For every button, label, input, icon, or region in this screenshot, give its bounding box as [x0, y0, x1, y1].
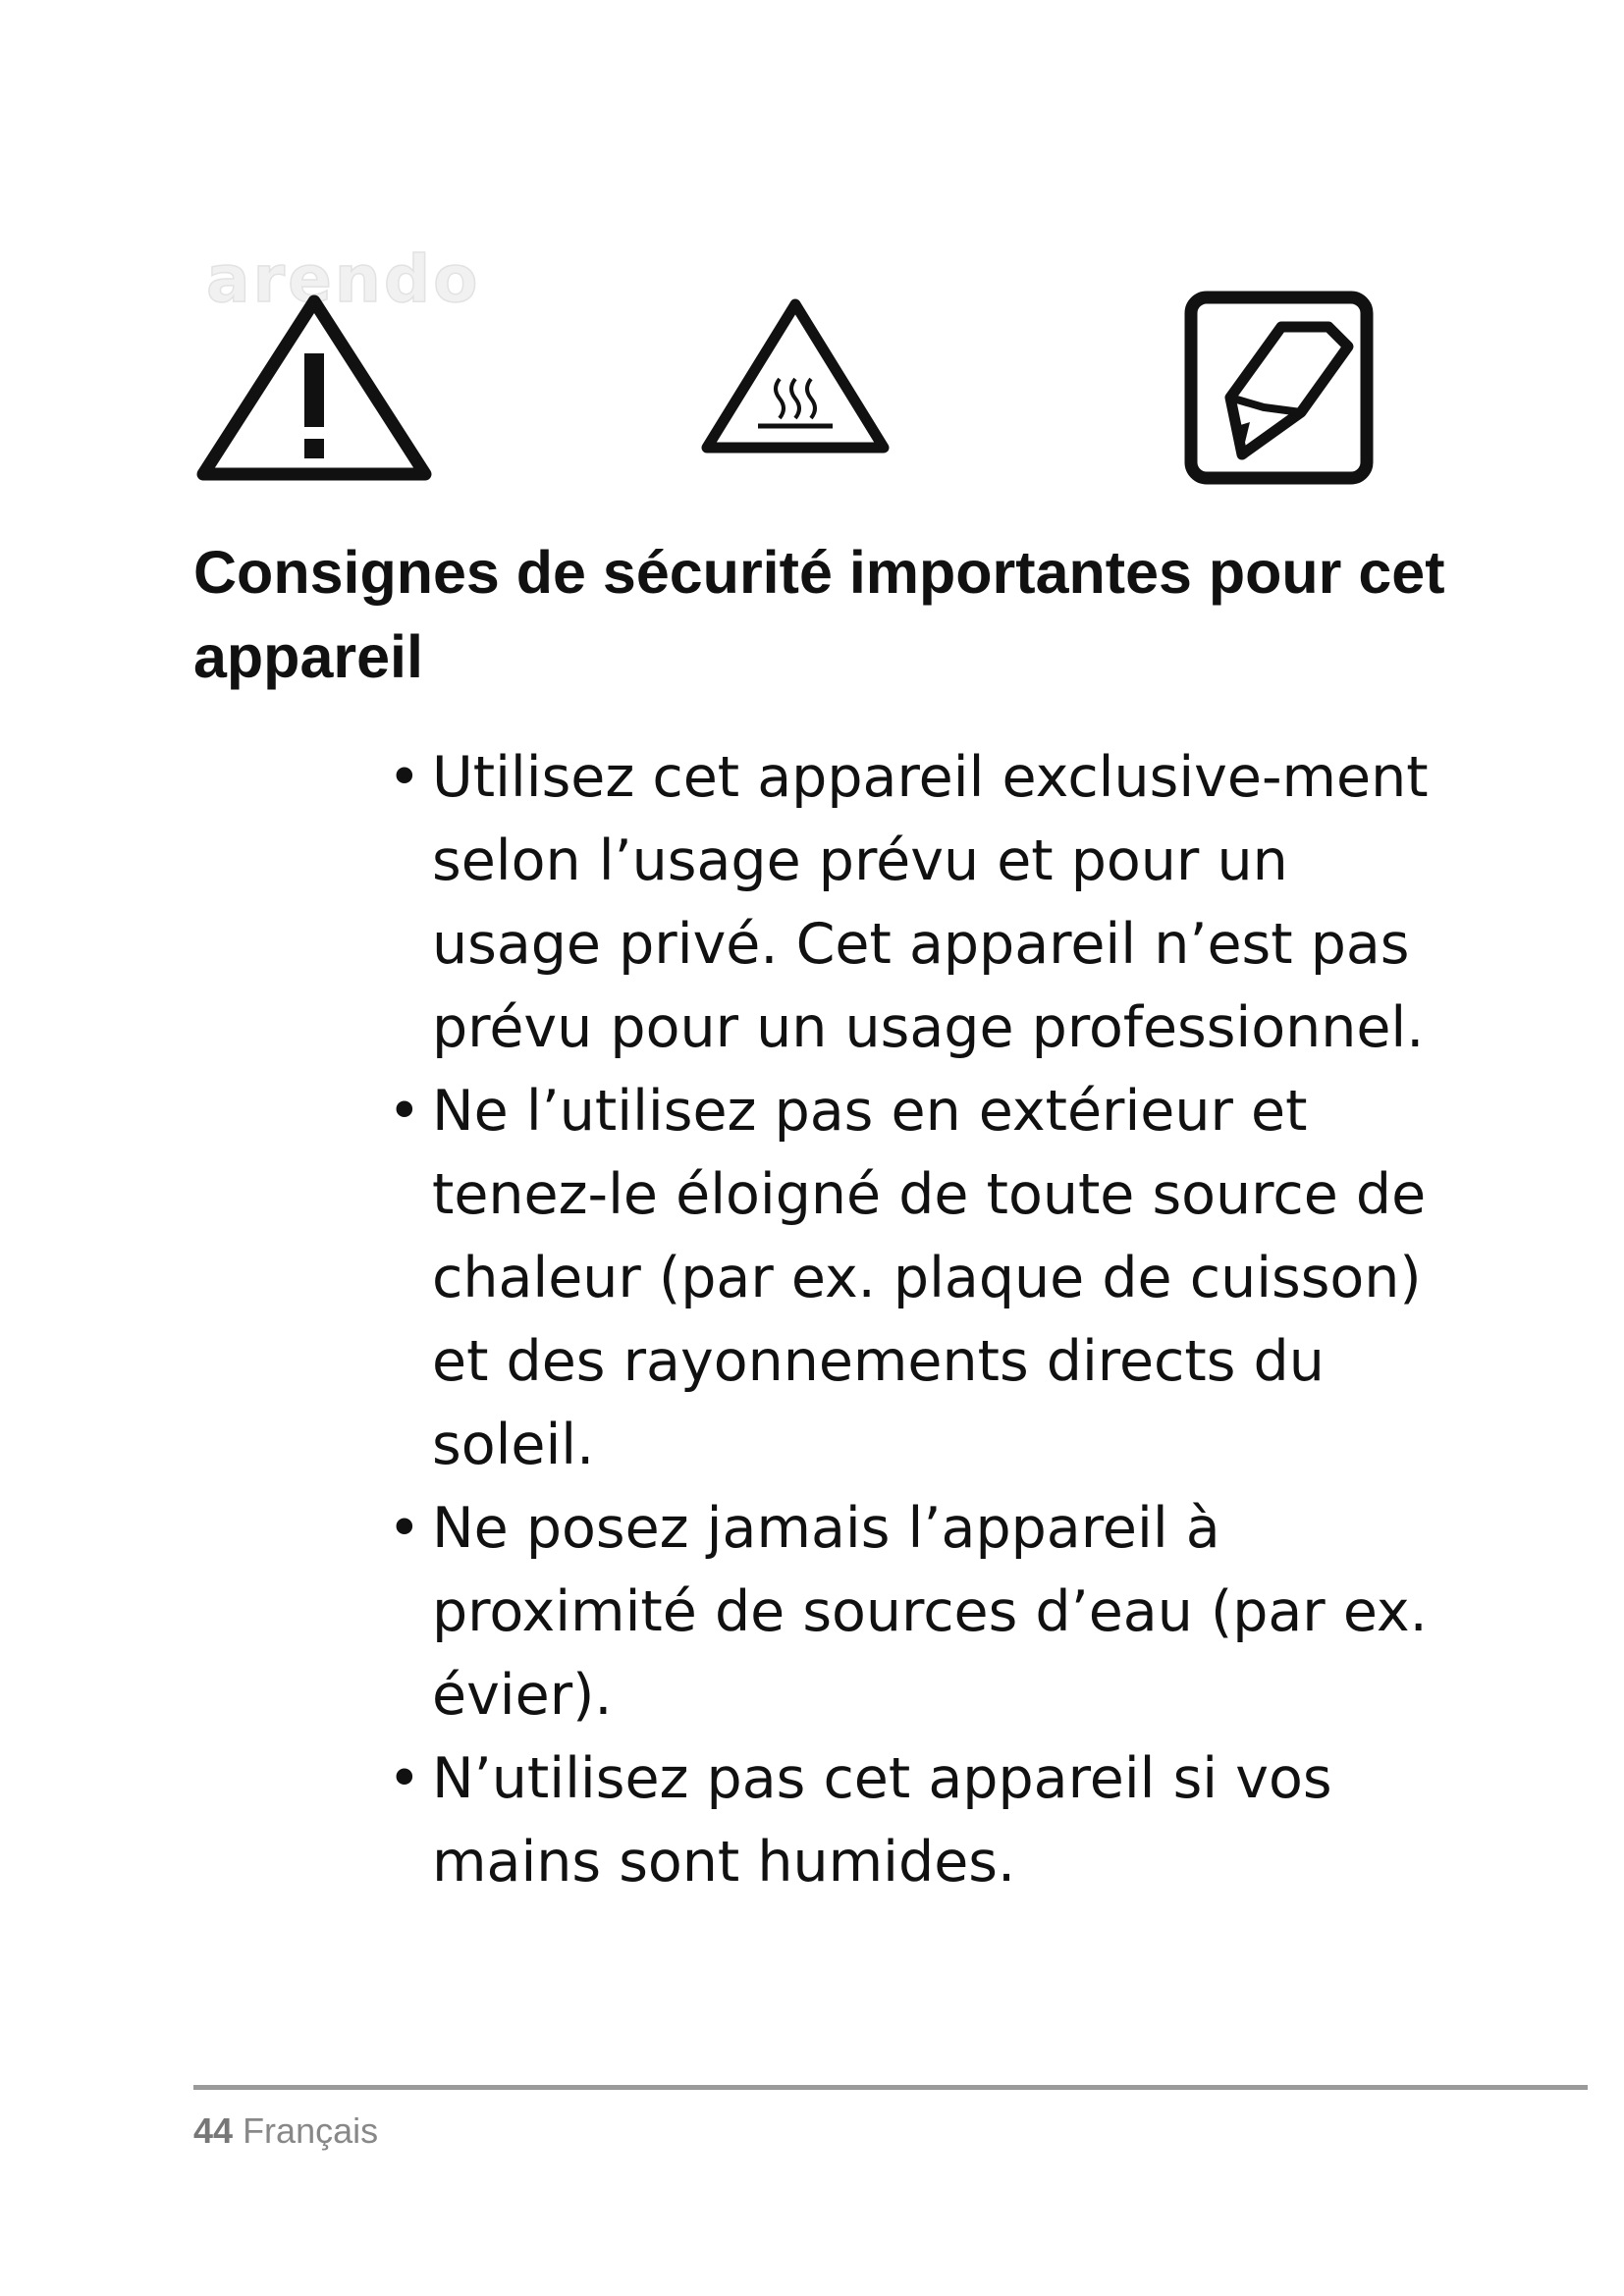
list-item-text: Utilisez cet appareil exclusive-ment selon l’usage prévu et pour un usage privé. Cet appareil n’est pas prévu pour un usage professionnel.	[432, 745, 1429, 1060]
list-item	[388, 736, 1458, 1070]
list-item	[388, 1487, 1458, 1737]
list-item-text: Ne l’utilisez pas en extérieur et tenez-le éloigné de toute source de chaleur (par ex. plaque de cuisson) et des rayonnements directs du soleil.	[432, 1079, 1427, 1477]
footer-language: Français	[243, 2110, 379, 2151]
page-number: 44	[193, 2110, 234, 2151]
section-heading: Consignes de sécurité importantes pour cet appareil	[193, 539, 1445, 690]
list-item	[388, 1070, 1458, 1487]
bullet-marker: •	[388, 1746, 421, 1811]
hot-surface-icon	[697, 293, 893, 459]
footer-divider	[193, 2085, 1588, 2090]
list-item	[388, 1737, 1458, 1904]
safety-instructions-list	[388, 736, 1458, 1904]
list-item-text: N’utilisez pas cet appareil si vos mains sont humides.	[432, 1746, 1332, 1895]
list-item-text: Ne posez jamais l’appareil à proximité de sources d’eau (par ex. évier).	[432, 1496, 1428, 1728]
bullet-marker: •	[388, 1079, 421, 1144]
brand-logo-watermark: arendo	[206, 241, 481, 317]
note-pencil-icon	[1183, 290, 1375, 486]
warning-triangle-icon	[191, 290, 437, 491]
bullet-marker: •	[388, 1496, 421, 1561]
bullet-marker: •	[388, 745, 421, 810]
page-footer	[193, 2110, 378, 2152]
